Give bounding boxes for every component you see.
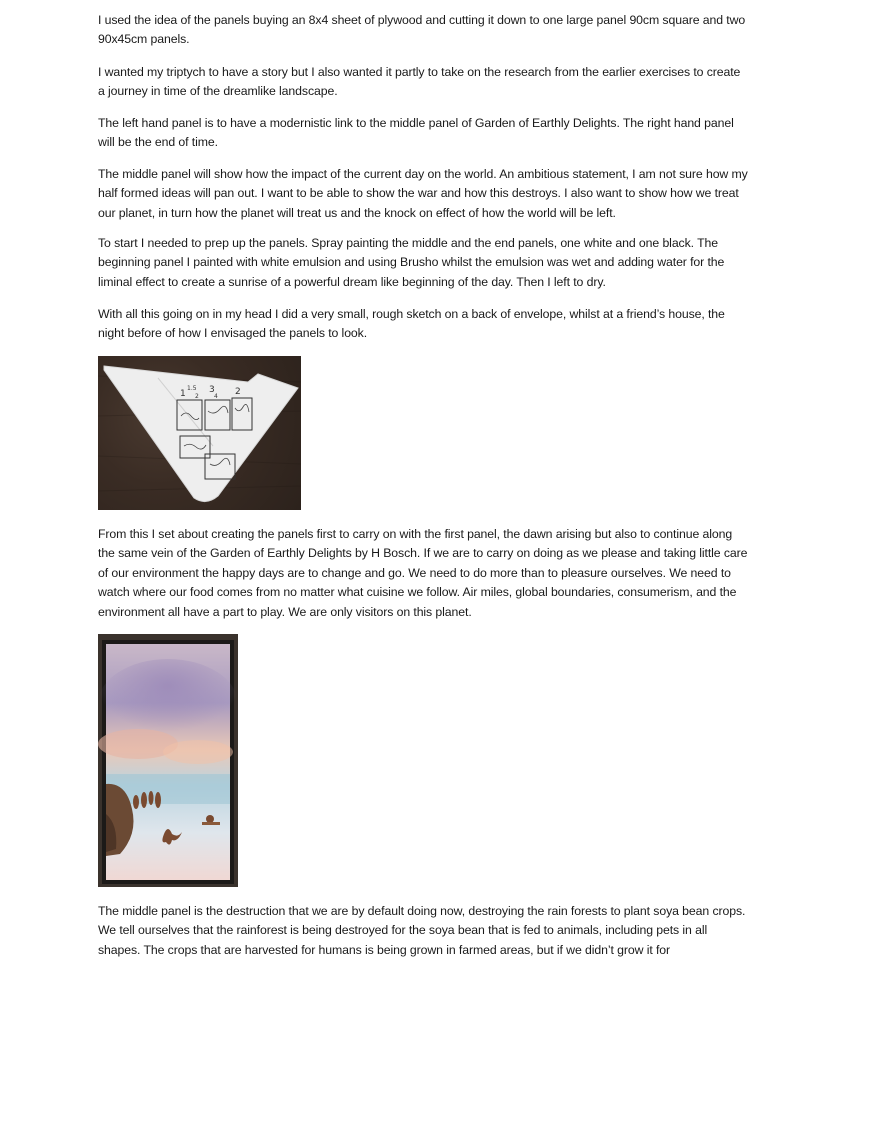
sketch-annotation: 1.5	[187, 385, 197, 392]
paragraph-first-panel: From this I set about creating the panels first to carry on with the first panel, the dawn arising but also to continue along the same vein of the Garden of Earthly Delights by H Bosch. If we are to carry on doing as we please and taking little care of our environment the happy days are to change and go. We need to do more than to pleasure ourselves. We need to watch where our food comes from no matter what cuisine we follow. Air miles, global boundaries, consumerism, and the environment all have a part to play. We are only visitors on this planet.	[98, 527, 748, 619]
sketch-annotation: 1	[180, 389, 186, 399]
paragraph-rough-sketch: With all this going on in my head I did a very small, rough sketch on a back of envelope, whilst at a friend’s house, the night before of how I envisaged the panels to look.	[98, 307, 725, 341]
sketch-photo-drawing	[98, 356, 301, 510]
painting-photo	[98, 634, 238, 887]
paragraph-left-hand-panel: The left hand panel is to have a modernistic link to the middle panel of Garden of Earthly Delights. The right hand panel will be the end of time.	[98, 116, 734, 150]
paragraph-middle-panel-plan: The middle panel will show how the impact of the current day on the world. An ambitious statement, I am not sure how my half formed ideas will pan out. I want to be able to show the war and how this destroys. I also want to show how we treat our planet, in turn how the planet will treat us and the knock on effect of how the world will be left.	[98, 167, 748, 220]
sketch-annotation: 2	[235, 387, 241, 397]
sketch-annotation: 4	[214, 393, 218, 400]
paragraph-plywood: I used the idea of the panels buying an 8x4 sheet of plywood and cutting it down to one large panel 90cm square and two 90x45cm panels.	[98, 13, 746, 47]
paragraph-prep-panels: To start I needed to prep up the panels. Spray painting the middle and the end panels, one white and one black. The beginning panel I painted with white emulsion and using Brusho whilst the emulsion was wet and adding water for the liminal effect to create a sunrise of a powerful dream like beginning of the day. Then I left to dry.	[98, 236, 725, 289]
paragraph-triptych-story: I wanted my triptych to have a story but I also wanted it partly to take on the research from the earlier exercises to create a journey in time of the dreamlike landscape.	[98, 65, 741, 99]
sketch-annotation: 2	[195, 393, 199, 400]
painting-photo-image	[98, 634, 238, 887]
sketch-photo	[98, 356, 301, 510]
paragraph-middle-panel-destruction: The middle panel is the destruction that we are by default doing now, destroying the rain forests to plant soya bean crops. We tell ourselves that the rainforest is being destroyed for the soya bean that is fed to animals, including pets in all shapes. The crops that are harvested for humans is being grown in farmed areas, but if we didn’t grow it for	[98, 904, 746, 957]
sketch-annotation: 3	[209, 385, 215, 395]
